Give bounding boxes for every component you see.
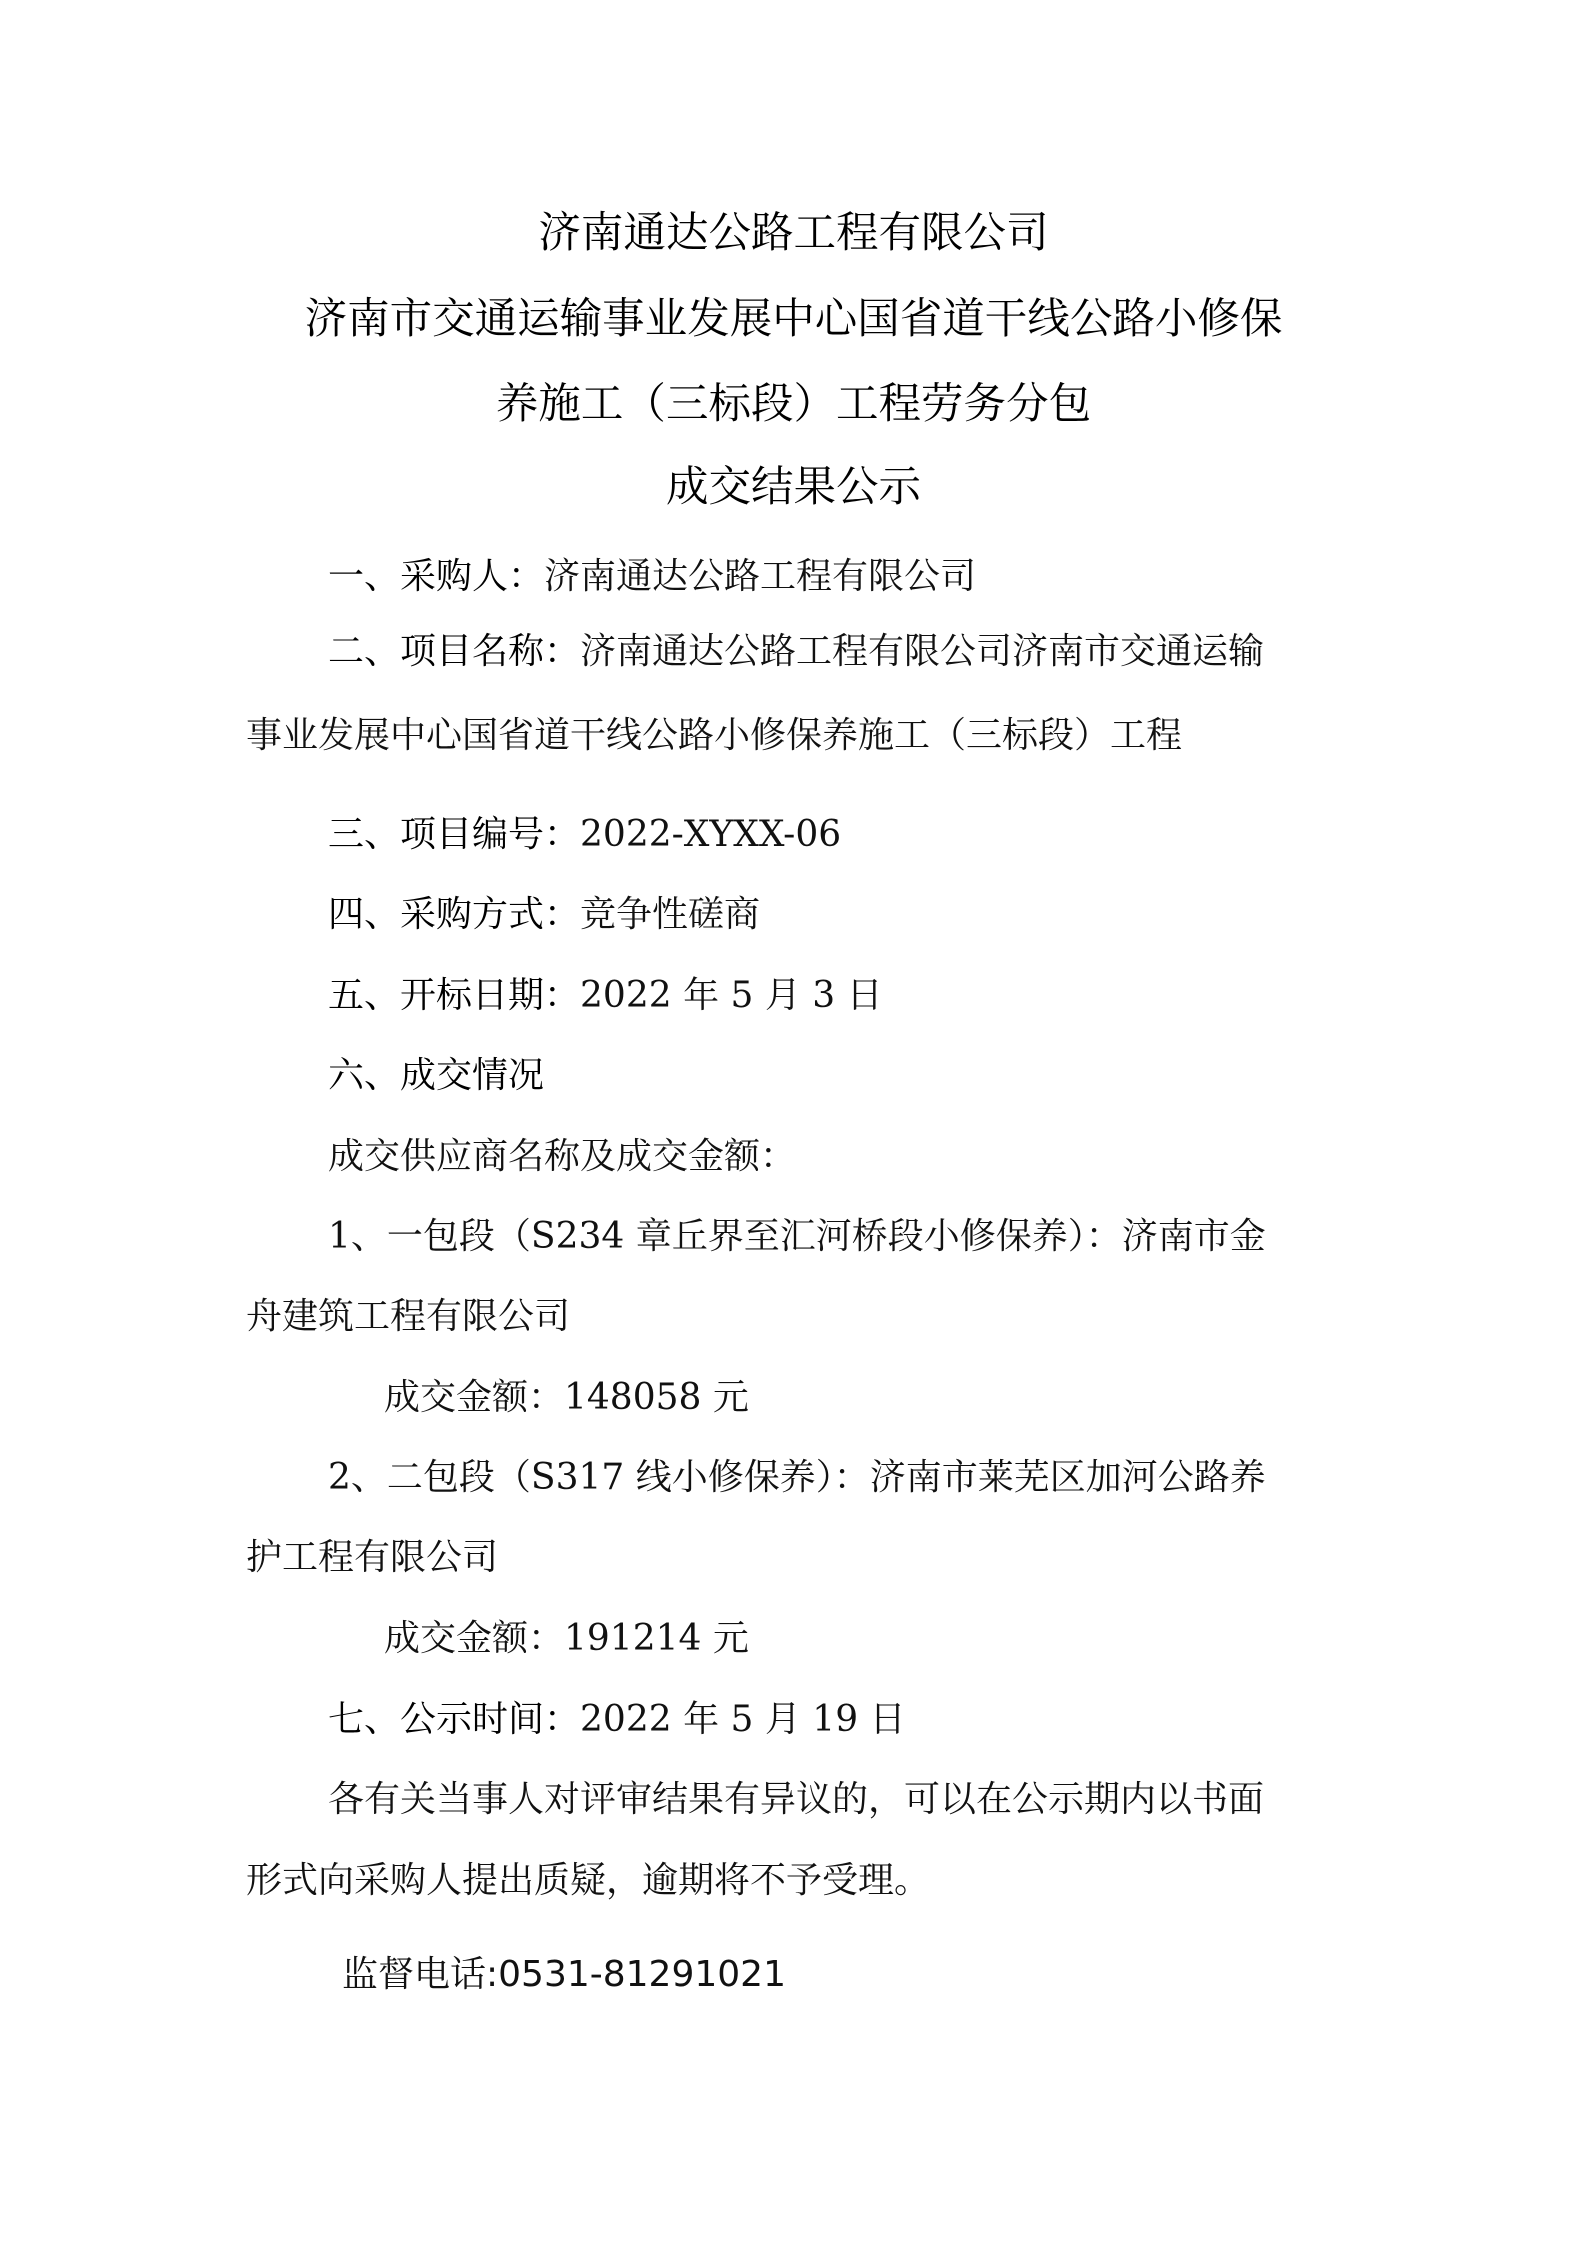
notice-title: 成交结果公示	[665, 463, 922, 512]
publicity-time-label: 七、公示时间：	[328, 1699, 581, 1740]
publicity-time-value: 2022 年 5 月 19 日	[580, 1699, 906, 1740]
project-title-line-2: 养施工（三标段）工程劳务分包	[495, 380, 1092, 429]
bid-opening-date-value: 2022 年 5 月 3 日	[580, 975, 883, 1016]
project-title-line-1: 济南市交通运输事业发展中心国省道干线公路小修保	[304, 295, 1283, 344]
project-name-label: 二、项目名称：	[328, 631, 581, 672]
project-name-value-line-1: 济南通达公路工程有限公司济南市交通运输	[580, 631, 1265, 672]
procurement-method-value: 竞争性磋商	[580, 894, 761, 935]
company-title: 济南通达公路工程有限公司	[538, 209, 1049, 258]
publicity-time-row	[328, 1696, 906, 1744]
package-2-line-2: 护工程有限公司	[246, 1537, 499, 1578]
package-2-line-1: 2、二包段（S317 线小修保养）：济南市莱芜区加河公路养	[328, 1457, 1266, 1498]
package-1-line-2: 舟建筑工程有限公司	[246, 1296, 571, 1337]
procurement-method-label: 四、采购方式：	[328, 894, 581, 935]
deal-section-heading	[328, 1052, 544, 1100]
procurement-method-row	[328, 891, 760, 939]
objection-notice-line-1: 各有关当事人对评审结果有异议的，可以在公示期内以书面	[328, 1779, 1265, 1820]
project-number-value: 2022-XYXX-06	[580, 814, 842, 855]
project-number-row	[328, 811, 841, 859]
purchaser-label: 一、采购人：	[328, 556, 545, 597]
bid-opening-date-row	[328, 972, 883, 1020]
supervision-phone: 监督电话:0531-81291021	[342, 1954, 786, 1995]
project-name-value-line-2: 事业发展中心国省道干线公路小修保养施工（三标段）工程	[246, 715, 1183, 756]
package-2-amount: 成交金额：191214 元	[384, 1618, 749, 1659]
deal-section-label: 六、成交情况	[328, 1055, 545, 1096]
package-1-amount: 成交金额：148058 元	[384, 1377, 749, 1418]
project-number-label: 三、项目编号：	[328, 814, 581, 855]
objection-notice-line-2: 形式向采购人提出质疑，逾期将不予受理。	[246, 1860, 931, 1901]
purchaser-row	[328, 553, 976, 601]
deal-intro: 成交供应商名称及成交金额：	[328, 1136, 797, 1177]
package-1-line-1: 1、一包段（S234 章丘界至汇河桥段小修保养）：济南市金	[328, 1216, 1266, 1257]
purchaser-value: 济南通达公路工程有限公司	[544, 556, 977, 597]
project-name-row	[328, 628, 1264, 676]
bid-opening-date-label: 五、开标日期：	[328, 975, 581, 1016]
